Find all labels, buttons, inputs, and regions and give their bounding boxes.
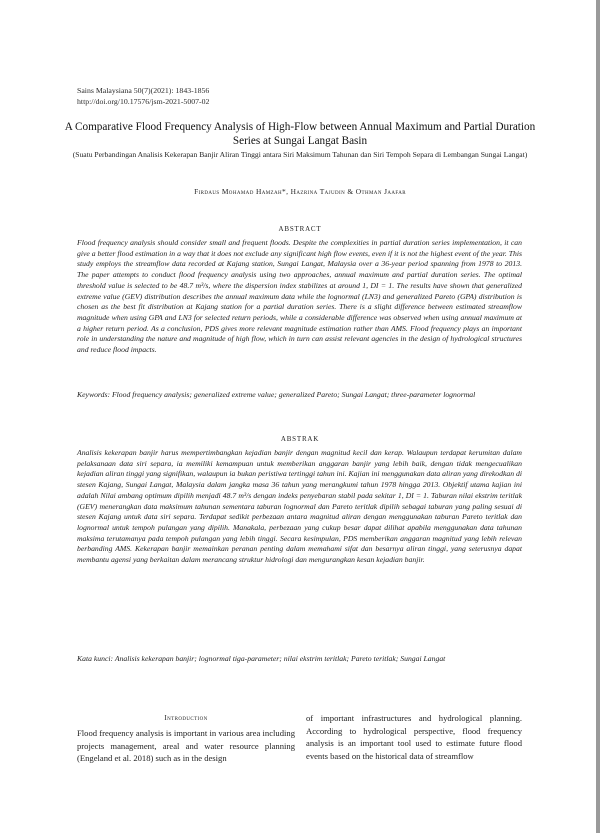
introduction-left-column: Flood frequency analysis is important in various area including projects management, areal and water resource planning (Engeland et al. 2018) such as in the design <box>77 728 295 764</box>
abstrak-keywords: Kata kunci: Analisis kekerapan banjir; lognormal tiga-parameter; nilai ekstrim teritlak; Pareto teritlak; Sungai Langat <box>77 654 446 663</box>
journal-doi[interactable]: http://doi.org/10.17576/jsm-2021-5007-02 <box>77 97 210 106</box>
page-edge <box>596 0 600 833</box>
paper-subtitle: (Suatu Perbandingan Analisis Kekerapan Banjir Aliran Tinggi antara Siri Maksimum Tahunan dan Siri Tempoh Separa di Lembangan Sungai Langat) <box>72 150 528 159</box>
introduction-right-column: of important infrastructures and hydrological planning. According to hydrological perspective, flood frequency analysis is an important tool used to estimate future flood events based on the historical data of streamflow <box>306 713 522 761</box>
journal-citation: Sains Malaysiana 50(7)(2021): 1843-1856 <box>77 86 210 95</box>
abstract-text: Flood frequency analysis should consider small and frequent floods. Despite the complexities in partial duration series implementation, it can give a better flood estimation in a way that it does not exclude any significant high flow events, even if it is not the highest event of the year. This study employs the streamflow data recorded at Kajang station, Sungai Langat, Malaysia over a 36-year period spanning from 1978 to 2013. The paper attempts to conduct flood frequency analysis using two approaches, annual maximum and partial duration series. The optimal threshold value is selected to be 48.7 m³/s, where the dispersion index stabilizes at around 1, DI = 1. The results have shown that generalized extreme value (GEV) distribution describes the annual maximum data while the lognormal (LN3) and generalized Pareto (GPA) distribution is chosen as the best fit distribution at Kajang station for a partial duration series. There is a slight difference between estimated streamflow magnitude when using GPA and LN3 for selected return periods, while a considerable difference was observed when using annual maximum at a higher return period. As a conclusion, PDS gives more relevant magnitude estimation rather than AMS. Flood frequency plays an important role in understanding the nature and magnitude of high flow, which in turn can assist relevant agencies in the design of hydrological structures and reduce flood impacts. <box>77 238 522 355</box>
abstract-heading: ABSTRACT <box>278 225 322 233</box>
paper-title: A Comparative Flood Frequency Analysis of High-Flow between Annual Maximum and Partial Duration Series at Sungai Langat Basin <box>64 121 536 147</box>
journal-header <box>77 85 377 107</box>
abstrak-heading: ABSTRAK <box>280 435 320 443</box>
introduction-heading: Introduction <box>164 714 208 722</box>
abstract-keywords: Keywords: Flood frequency analysis; generalized extreme value; generalized Pareto; Sungai Langat; three-parameter lognormal <box>77 390 476 399</box>
abstrak-text: Analisis kekerapan banjir harus mempertimbangkan kejadian banjir dengan magnitud kecil dan kerap. Walaupun terdapat kerumitan dalam pelaksanaan data siri separa, ia memiliki kemampuan untuk memberikan anggaran banjir yang lebih baik, dengan tidak mengecualikan kejadian aliran tinggi yang signifikan, walaupun ia bukan peristiwa tertinggi tahun ini. Kajian ini menggunakan data aliran yang direkodkan di stesen Kajang, Sungai Langat, Malaysia dalam jangka masa 36 tahun yang merangkumi tahun 1978 hingga 2013. Objektif utama kajian ini adalah Nilai ambang optimum dipilih menjadi 48.7 m³/s dengan indeks penyebaran stabil pada sekitar 1, DI = 1. Taburan nilai ekstrim teritlak (GEV) menerangkan data maksimum tahunan sementara taburan lognormal dan Pareto teritlak dipilih sebagai taburan yang paling sesuai di stesen Kajang untuk data siri separa. Terdapat sedikit perbezaan antara magnitud aliran dengan menggunakan taburan Pareto teritlak dan lognormal untuk tempoh pulangan yang dipilih. Manakala, perbezaan yang cukup besar dapat dilihat apabila menggunakan data tahunan maksima terutamanya pada tempoh pulangan yang lebih tinggi. Secara kesimpulan, PDS memberikan anggaran magnitud yang lebih relevan berbanding AMS. Kekerapan banjir memainkan peranan penting dalam memahami sifat dan besarnya aliran tinggi, yang seterusnya dapat membantu agensi yang berkaitan dalam merancang struktur hidrologi dan mengurangkan kesan kejadian banjir. <box>77 448 522 565</box>
paper-authors: Firdaus Mohamad Hamzah*, Hazrina Tajudin & Othman Jaafar <box>194 187 406 196</box>
